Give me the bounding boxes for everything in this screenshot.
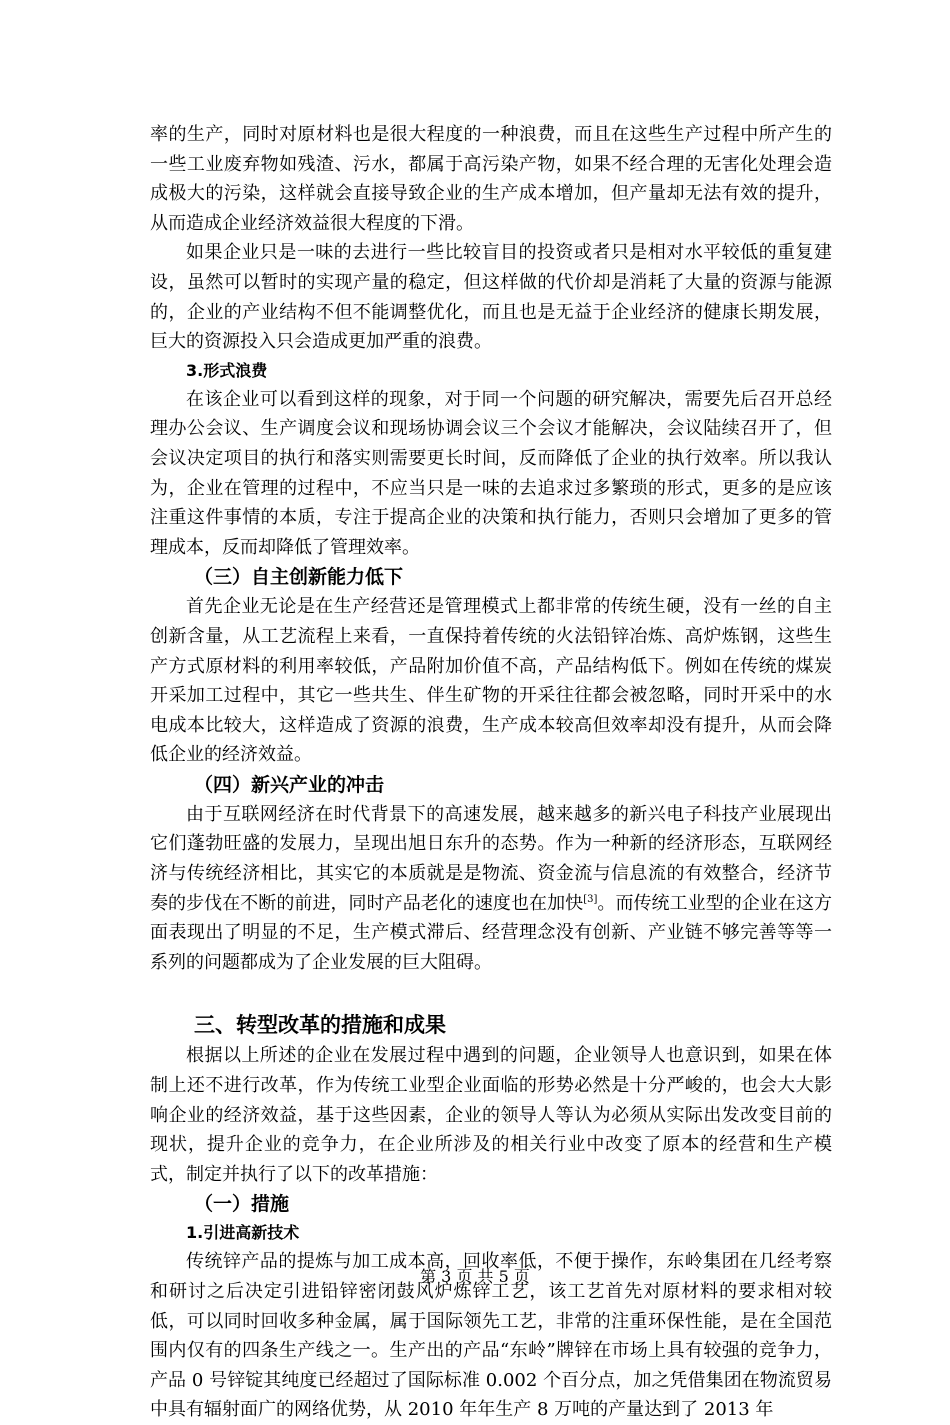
- subheading-high-tech: 1.引进高新技术: [186, 1223, 300, 1243]
- paragraph-emerging-industry-tail: 。而传统工业型的企业在这方面表现出了明显的不足，生产模式滞后、经营理念没有创新、产业链不够完善等等一系列的问题都成为了企业发展的巨大阻碍。: [150, 892, 833, 973]
- paragraph-form-waste: 在该企业可以看到这样的现象，对于同一个问题的研究解决，需要先后召开总经理办公会议、生产调度会议和现场协调会议三个会议才能解决，会议陆续召开了，但会议决定项目的执行和落实则需要更长时间，反而降低了企业的执行效率。所以我认为，企业在管理的过程中，不应当只是一味的去追求过多繁琐的形式，更多的是应该注重这件事情的本质，专注于提高企业的决策和执行能力，否则只会增加了更多的管理成本，反而却降低了管理效率。: [150, 388, 832, 558]
- page-footer: 第 3 页 共 5 页: [420, 1267, 530, 1286]
- paragraph-blind-investment: 如果企业只是一味的去进行一些比较盲目的投资或者只是相对水平较低的重复建设，虽然可以暂时的实现产量的稳定，但这样做的代价却是消耗了大量的资源与能源的，企业的产业结构不但不能调整优化，而且也是无益于企业经济的健康长期发展，巨大的资源投入只会造成更加严重的浪费。: [150, 242, 832, 353]
- paragraph-emerging-industry: [150, 800, 832, 978]
- document-body: [150, 120, 832, 1425]
- section-heading-measures: （一）措施: [194, 1193, 290, 1216]
- section-heading-innovation: （三）自主创新能力低下: [194, 566, 404, 589]
- paragraph-high-tech: 传统锌产品的提炼与加工成本高，回收率低，不便于操作，东岭集团在几经考察和研讨之后决定引进铅锌密闭鼓风炉炼锌工艺，该工艺首先对原材料的要求相对较低，可以同时回收多种金属，属于国际领先工艺，非常的注重环保性能，是在全国范围内仅有的四条生产线之一。生产出的产品“东岭”牌锌在市场上具有较强的竞争力，产品 0 号锌锭其纯度已经超过了国际标准 0.002 个百分点，加之凭借集团在物流贸易中具有辐射面广的网络优势，从 2010 年年生产 8 万吨的产量达到了 2013 年: [150, 1251, 832, 1421]
- paragraph-innovation: 首先企业无论是在生产经营还是管理模式上都非常的传统生硬，没有一丝的自主创新含量，从工艺流程上来看，一直保持着传统的火法铅锌冶炼、高炉炼钢，这些生产方式原材料的利用率较低，产品附加价值不高，产品结构低下。例如在传统的煤炭开采加工过程中，其它一些共生、伴生矿物的开采往往都会被忽略，同时开采中的水电成本比较大，这样造成了资源的浪费，生产成本较高但效率却没有提升，从而会降低企业的经济效益。: [150, 596, 832, 766]
- chapter-heading-reform: 三、转型改革的措施和成果: [194, 1013, 446, 1038]
- section-heading-emerging-industry: （四）新兴产业的冲击: [194, 773, 385, 796]
- paragraph-emerging-industry-main: 由于互联网经济在时代背景下的高速发展，越来越多的新兴电子科技产业展现出它们蓬勃旺盛的发展力，呈现出旭日东升的态势。作为一种新的经济形态，互联网经济与传统经济相比，其实它的本质就是是物流、资金流与信息流的有效整合，经济节奏的步伐在不断的前进，同时产品老化的速度也在加快: [150, 803, 832, 914]
- citation-marker: [3]: [583, 893, 598, 905]
- paragraph-reform-intro: 根据以上所述的企业在发展过程中遇到的问题，企业领导人也意识到，如果在体制上还不进行改革，作为传统工业型企业面临的形势必然是十分严峻的，也会大大影响企业的经济效益，基于这些因素，企业的领导人等认为必须从实际出发改变目前的现状，提升企业的竞争力，在企业所涉及的相关行业中改变了原本的经营和生产模式，制定并执行了以下的改革措施：: [150, 1045, 832, 1185]
- paragraph-continuation: 率的生产，同时对原材料也是很大程度的一种浪费，而且在这些生产过程中所产生的一些工业废弃物如残渣、污水，都属于高污染产物，如果不经合理的无害化处理会造成极大的污染，这样就会直接导致企业的生产成本增加，但产量却无法有效的提升，从而造成企业经济效益很大程度的下滑。: [150, 124, 832, 234]
- subheading-form-waste: 3.形式浪费: [186, 360, 268, 380]
